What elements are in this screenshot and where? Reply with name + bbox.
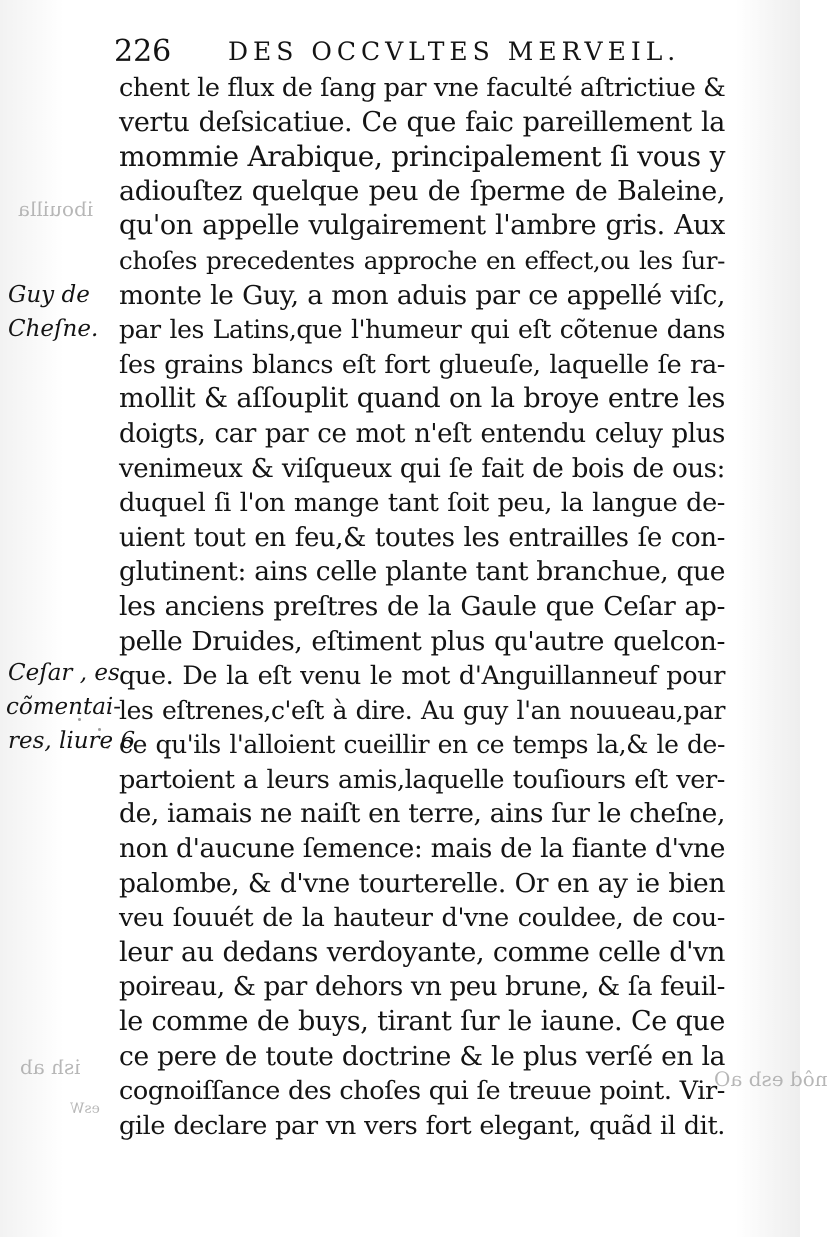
text-line: palombe, & d'vne tourterelle. Or en ay ie bien: [119, 867, 725, 899]
running-head: DES OCCVLTES MERVEIL.: [228, 37, 681, 66]
text-line: ce pere de toute doctrine & le plus verſé en la: [119, 1040, 725, 1072]
margin-note-cesar: Ceſar , es: [8, 660, 120, 686]
text-line: duquel ſi l'on mange tant ſoit peu, la langue de-: [119, 488, 725, 519]
text-line: poireau, & par dehors vn peu brune, & ſa feuil-: [119, 972, 725, 1003]
text-line: venimeux & viſqueux qui ſe fait de bois de ous:: [119, 453, 725, 484]
text-line: adiouſtez quelque peu de ſperme de Baleine,: [119, 175, 725, 207]
text-line: mollit & aſſouplit quand on la broye entre les: [119, 383, 725, 415]
text-line: que. De la eſt venu le mot d'Anguillanneuf pour: [119, 661, 725, 692]
show-through-ghost: ish ab: [20, 1055, 81, 1079]
text-line: uient tout en feu,& toutes les entrailles ſe con-: [119, 522, 725, 553]
text-line: de, iamais ne naiſt en terre, ains ſur le cheſne,: [119, 798, 725, 830]
text-line: partoient a leurs amis,laquelle touſiours eſt ver-: [119, 764, 725, 795]
text-line: par les Latins,que l'humeur qui eſt cõtenue dans: [119, 315, 725, 345]
text-line: non d'aucune ſemence: mais de la fiante d'vne: [119, 833, 725, 865]
page-number: 226: [114, 34, 172, 69]
text-line: choſes precedentes approche en effect,ou les ſur-: [119, 245, 725, 275]
text-line: qu'on appelle vulgairement l'ambre gris. Aux: [119, 210, 725, 242]
margin-note-guy: Guy de: [8, 282, 90, 308]
show-through-ghost: nôd esb aO: [714, 1067, 828, 1091]
text-line: vertu deſsicatiue. Ce que faic pareillement la: [119, 106, 725, 138]
text-line: veu ſouuét de la hauteur d'vne couldee, de cou-: [119, 903, 725, 934]
text-line: ſes grains blancs eſt fort glueuſe, laquelle ſe ra-: [119, 349, 725, 380]
text-line: pelle Druides, eſtiment plus qu'autre quelcon-: [119, 625, 725, 657]
margin-note-guy: Cheſne.: [8, 316, 99, 342]
text-line: doigts, car par ce mot n'eſt entendu celuy plus: [119, 418, 725, 449]
text-line: leur au dedans verdoyante, comme celle d'vn: [119, 936, 725, 968]
margin-note-cesar: cõmentai-: [6, 694, 122, 720]
text-line: ce qu'ils l'alloient cueillir en ce temps la,& le de-: [119, 730, 725, 760]
margin-note-cesar: res, liure 6: [8, 728, 136, 754]
show-through-ghost: esW: [70, 1101, 100, 1117]
text-line: les eſtrenes,c'eſt à dire. Au guy l'an nouueau,par: [119, 695, 725, 725]
text-line: les anciens preſtres de la Gaule que Ceſar ap-: [119, 590, 725, 622]
text-line: mommie Arabique, principalement ſi vous y: [119, 140, 725, 174]
text-line: chent le flux de ſang par vne faculté aſtrictiue &: [119, 73, 726, 103]
show-through-ghost: ibouilla: [18, 197, 94, 221]
text-line: cognoiſſance des choſes qui ſe treuue point. Vir-: [119, 1076, 725, 1107]
text-line: le comme de buys, tirant ſur le iaune. Ce que: [119, 1006, 725, 1038]
text-line: glutinent: ains celle plante tant branchue, que: [119, 556, 725, 588]
text-line: gile declare par vn vers fort elegant, quãd il dit.: [119, 1110, 725, 1141]
text-line: monte le Guy, a mon aduis par ce appellé viſc,: [119, 279, 725, 311]
body-text: [119, 71, 725, 1143]
